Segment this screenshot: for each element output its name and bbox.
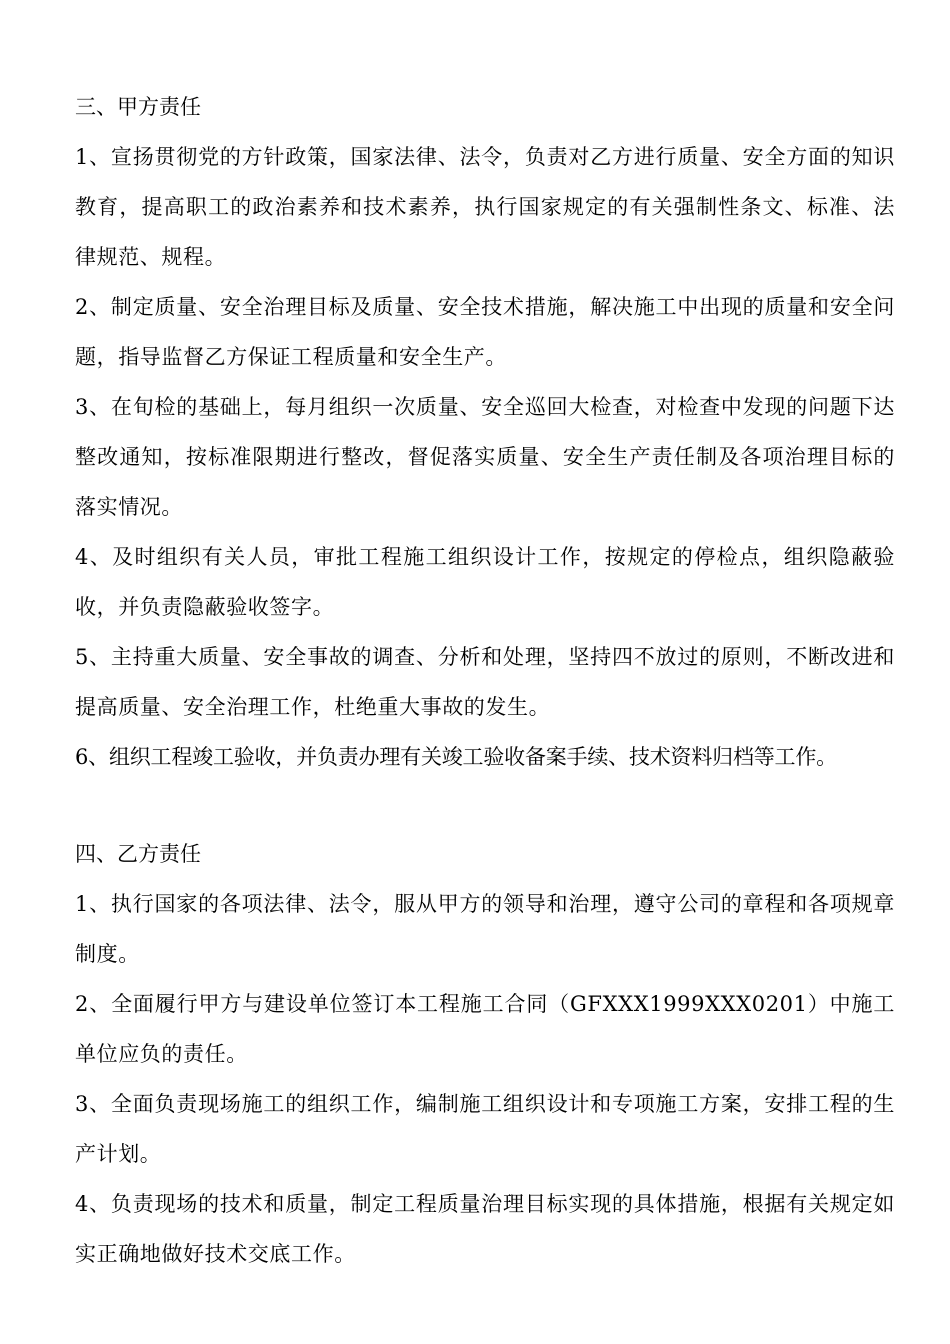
section3-item-5: 5、主持重大质量、安全事故的调查、分析和处理，坚持四不放过的原则，不断改进和提高质量、安全治理工作，杜绝重大事故的发生。 (75, 645, 895, 719)
section3-item-3: 3、在旬检的基础上，每月组织一次质量、安全巡回大检查，对检查中发现的问题下达整改通知，按标准限期进行整改，督促落实质量、安全生产责任制及各项治理目标的落实情况。 (75, 395, 895, 519)
section3-item-2: 2、制定质量、安全治理目标及质量、安全技术措施，解决施工中出现的质量和安全问题，指导监督乙方保证工程质量和安全生产。 (75, 295, 895, 369)
document-page (75, 82, 895, 1279)
section4-item-2: 2、全面履行甲方与建设单位签订本工程施工合同（GFXXX1999XXX0201）中施工单位应负的责任。 (75, 992, 895, 1066)
section3-heading: 三、甲方责任 (75, 95, 201, 119)
section4-item-4: 4、负责现场的技术和质量，制定工程质量治理目标实现的具体措施，根据有关规定如实正确地做好技术交底工作。 (75, 1192, 895, 1266)
section3-item-4: 4、及时组织有关人员，审批工程施工组织设计工作，按规定的停检点，组织隐蔽验收，并负责隐蔽验收签字。 (75, 545, 895, 619)
section-spacer (75, 782, 895, 829)
section3-item-6: 6、组织工程竣工验收，并负责办理有关竣工验收备案手续、技术资料归档等工作。 (75, 745, 837, 769)
section4-heading: 四、乙方责任 (75, 842, 201, 866)
section4-item-1: 1、执行国家的各项法律、法令，服从甲方的领导和治理，遵守公司的章程和各项规章制度。 (75, 892, 895, 966)
section4-item-3: 3、全面负责现场施工的组织工作，编制施工组织设计和专项施工方案，安排工程的生产计划。 (75, 1092, 895, 1166)
section3-item-1: 1、宣扬贯彻党的方针政策，国家法律、法令，负责对乙方进行质量、安全方面的知识教育，提高职工的政治素养和技术素养，执行国家规定的有关强制性条文、标准、法律规范、规程。 (75, 145, 895, 269)
